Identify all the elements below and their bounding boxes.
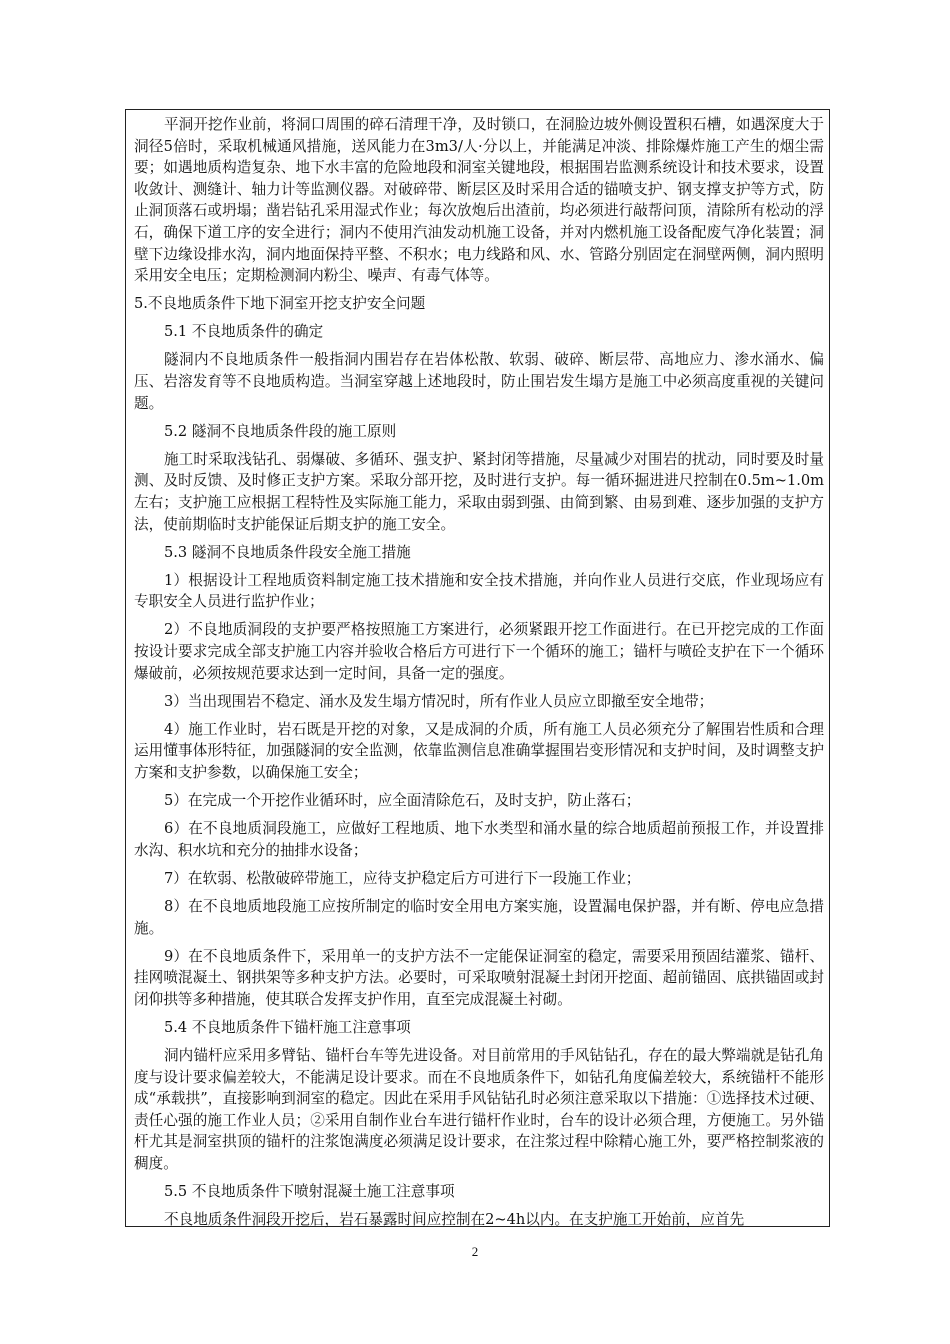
- subsection-heading-5-2: 5.2 隧洞不良地质条件段的施工原则: [164, 422, 397, 440]
- list-item-5-3-2: 2）不良地质洞段的支护要严格按照施工方案进行，必须紧跟开挖工作面进行。在已开挖完成的工作面按设计要求完成全部支护施工内容并验收合格后方可进行下一个循环的施工；锚杆与喷砼支护在下一个循环爆破前，必须按规范要求达到一定时间，具备一定的强度。: [134, 621, 824, 682]
- list-item-5-3-9: 9）在不良地质条件下，采用单一的支护方法不一定能保证洞室的稳定，需要采用预固结灌浆、锚杆、挂网喷混凝土、钢拱架等多种支护方法。必要时，可采取喷射混凝土封闭开挖面、超前锚固、底拱锚固或封闭仰拱等多种措施，使其联合发挥支护作用，直至完成混凝土衬砌。: [134, 947, 824, 1008]
- paragraph-5-5: 不良地质条件洞段开挖后，岩石暴露时间应控制在2~4h以内。在支护施工开始前，应首先: [164, 1211, 745, 1229]
- list-item-5-3-6: 6）在不良地质洞段施工，应做好工程地质、地下水类型和涌水量的综合地质超前预报工作，并设置排水沟、积水坑和充分的抽排水设备；: [134, 820, 824, 859]
- page-number: 2: [471, 1244, 479, 1259]
- paragraph-5-4: 洞内锚杆应采用多臂钻、锚杆台车等先进设备。对目前常用的手风钻钻孔，存在的最大弊端就是钻孔角度与设计要求偏差较大，不能满足设计要求。而在不良地质条件下，如钻孔角度偏差较大，系统锚杆不能形成“承载拱”，直接影响到洞室的稳定。因此在采用手风钻钻孔时必须注意采取以下措施：①选择技术过硬、责任心强的施工作业人员；②采用自制作业台车进行锚杆作业时，台车的设计必须合理，方便施工。另外锚杆尤其是洞室拱顶的锚杆的注浆饱满度必须满足设计要求，在注浆过程中除精心施工外，要严格控制浆液的稠度。: [134, 1047, 824, 1173]
- subsection-heading-5-4: 5.4 不良地质条件下锚杆施工注意事项: [164, 1018, 411, 1036]
- list-item-5-3-3: 3）当出现围岩不稳定、涌水及发生塌方情况时，所有作业人员应立即撤至安全地带；: [164, 692, 714, 710]
- subsection-heading-5-5: 5.5 不良地质条件下喷射混凝土施工注意事项: [164, 1183, 455, 1201]
- section-heading-5: 5.不良地质条件下地下洞室开挖支护安全问题: [134, 295, 426, 313]
- paragraph-5-2: 施工时采取浅钻孔、弱爆破、多循环、强支护、紧封闭等措施，尽量减少对围岩的扰动，同时要及时量测、及时反馈、及时修正支护方案。采取分部开挖，及时进行支护。每一循环掘进进尺控制在0.5m~1.0m左右；支护施工应根据工程特性及实际施工能力，采取由弱到强、由简到繁、由易到难、逐步加强的支护方法，使前期临时支护能保证后期支护的施工安全。: [134, 450, 824, 533]
- list-item-5-3-7: 7）在软弱、松散破碎带施工，应待支护稳定后方可进行下一段施工作业；: [164, 869, 641, 887]
- subsection-heading-5-3: 5.3 隧洞不良地质条件段安全施工措施: [164, 543, 411, 561]
- list-item-5-3-4: 4）施工作业时，岩石既是开挖的对象，又是成洞的介质，所有施工人员必须充分了解围岩性质和合理运用懂事体形特征，加强隧洞的安全监测，依靠监测信息准确掌握围岩变形情况和支护时间，及时调整支护方案和支护参数，以确保施工安全；: [134, 720, 824, 782]
- subsection-heading-5-1: 5.1 不良地质条件的确定: [164, 323, 324, 341]
- list-item-5-3-5: 5）在完成一个开挖作业循环时，应全面清除危石，及时支护，防止落石；: [164, 792, 641, 810]
- document-body: [134, 114, 824, 1237]
- list-item-5-3-1: 1）根据设计工程地质资料制定施工技术措施和安全技术措施，并向作业人员进行交底，作业现场应有专职安全人员进行监护作业；: [134, 571, 824, 611]
- paragraph-5-1: 隧洞内不良地质条件一般指洞内围岩存在岩体松散、软弱、破碎、断层带、高地应力、渗水涌水、偏压、岩溶发育等不良地质构造。当洞室穿越上述地段时，防止围岩发生塌方是施工中必须高度重视的关键问题。: [134, 351, 824, 412]
- paragraph-tunnel-excavation: 平洞开挖作业前，将洞口周围的碎石清理干净，及时锁口，在洞脸边坡外侧设置积石槽，如遇深度大于洞径5倍时，采取机械通风措施，送风能力在3m3/人·分以上，并能满足冲淡、排除爆炸施工产生的烟尘需要；如遇地质构造复杂、地下水丰富的危险地段和洞室关键地段，根据围岩监测系统设计和技术要求，设置收敛计、测缝计、轴力计等监测仪器。对破碎带、断层区及时采用合适的锚喷支护、钢支撑支护等方式，防止洞顶落石或坍塌；凿岩钻孔采用湿式作业；每次放炮后出渣前，均必须进行敲帮问顶，清除所有松动的浮石，确保下道工序的安全进行；洞内不使用汽油发动机施工设备，并对内燃机施工设备配废气净化装置；洞壁下边缘设排水沟，洞内地面保持平整、不积水；电力线路和风、水、管路分别固定在洞壁两侧，洞内照明采用安全电压；定期检测洞内粉尘、噪声、有毒气体等。: [134, 116, 824, 285]
- list-item-5-3-8: 8）在不良地质地段施工应按所制定的临时安全用电方案实施，设置漏电保护器，并有断、停电应急措施。: [134, 898, 824, 937]
